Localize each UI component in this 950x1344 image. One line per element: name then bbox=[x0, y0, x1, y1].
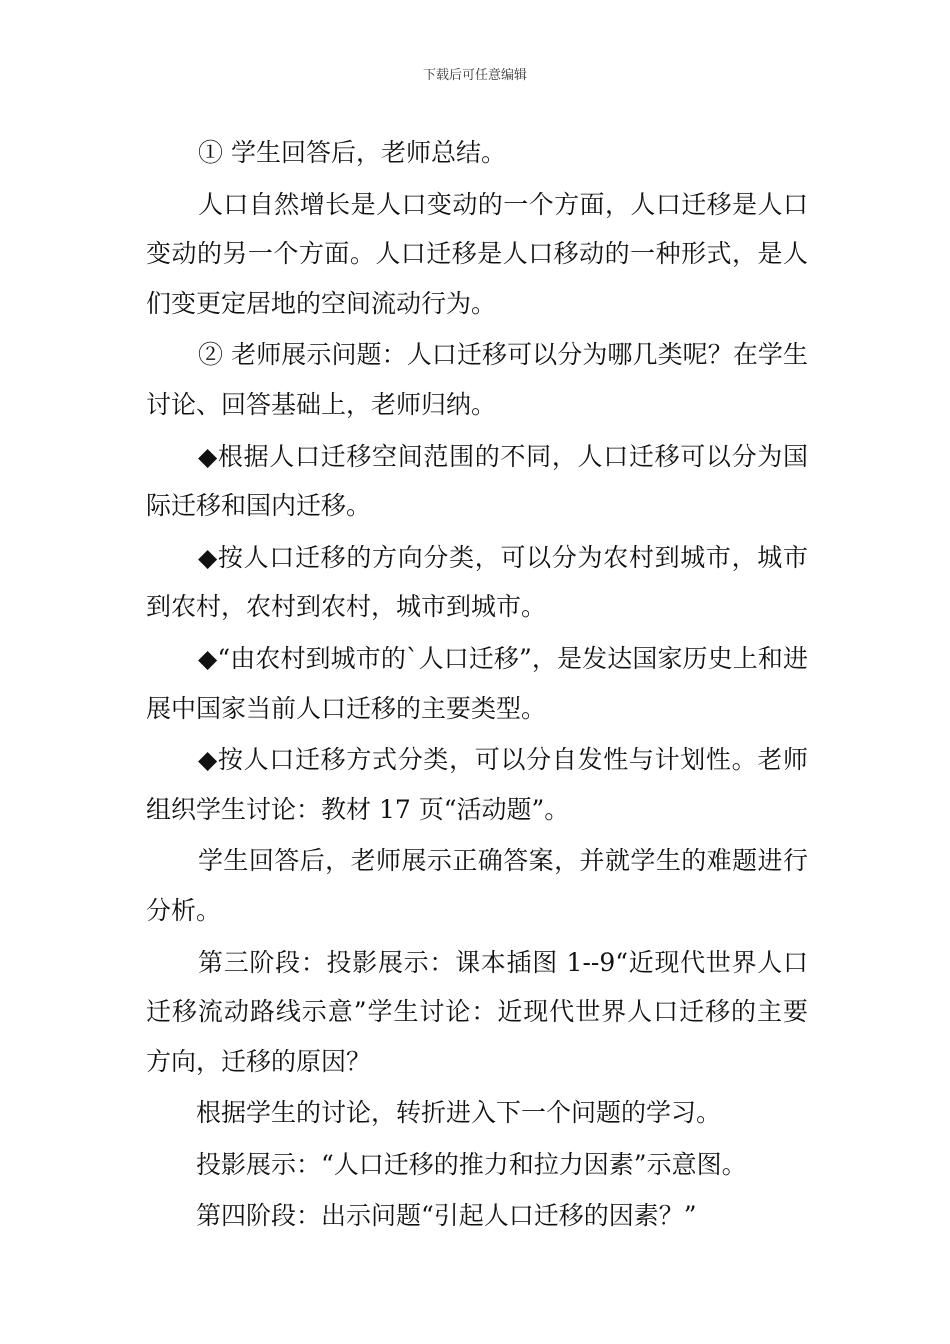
paragraph-spatial-classification: ◆根据人口迁移空间范围的不同，人口迁移可以分为国际迁移和国内迁移。 bbox=[146, 441, 808, 521]
page-header: 下载后可任意编辑 bbox=[422, 68, 527, 83]
paragraph-migration-definition: 人口自然增长是人口变动的一个方面，人口迁移是人口变动的另一个方面。人口迁移是人口移动的一种形式，是人们变更定居地的空间流动行为。 bbox=[146, 189, 808, 318]
paragraph-stage-three: 第三阶段：投影展示：课本插图 1--9“近现代世界人口迁移流动路线示意”学生讨论：近现代世界人口迁移的主要方向，迁移的原因？ bbox=[146, 947, 808, 1076]
paragraph-transition: 根据学生的讨论，转折进入下一个问题的学习。 bbox=[196, 1098, 722, 1128]
paragraph-direction-classification: ◆按人口迁移的方向分类，可以分为农村到城市，城市到农村，农村到农村，城市到城市。 bbox=[146, 542, 808, 622]
paragraph-teacher-summary: ① 学生回答后，老师总结。 bbox=[198, 138, 506, 167]
paragraph-stage-four: 第四阶段：出示问题“引起人口迁移的因素？” bbox=[196, 1201, 697, 1231]
document-body bbox=[146, 128, 808, 1243]
paragraph-classification-question: ② 老师展示问题：人口迁移可以分为哪几类呢？在学生讨论、回答基础上，老师归纳。 bbox=[146, 340, 808, 419]
paragraph-answer-analysis: 学生回答后，老师展示正确答案，并就学生的难题进行分析。 bbox=[146, 846, 808, 925]
paragraph-rural-urban-migration: ◆“由农村到城市的`人口迁移”，是发达国家历史上和进展中国家当前人口迁移的主要类型。 bbox=[146, 643, 808, 723]
paragraph-method-classification: ◆按人口迁移方式分类，可以分自发性与计划性。老师组织学生讨论：教材 17 页“活动题”。 bbox=[146, 745, 808, 824]
paragraph-projection: 投影展示：“人口迁移的推力和拉力因素”示意图。 bbox=[196, 1149, 747, 1179]
